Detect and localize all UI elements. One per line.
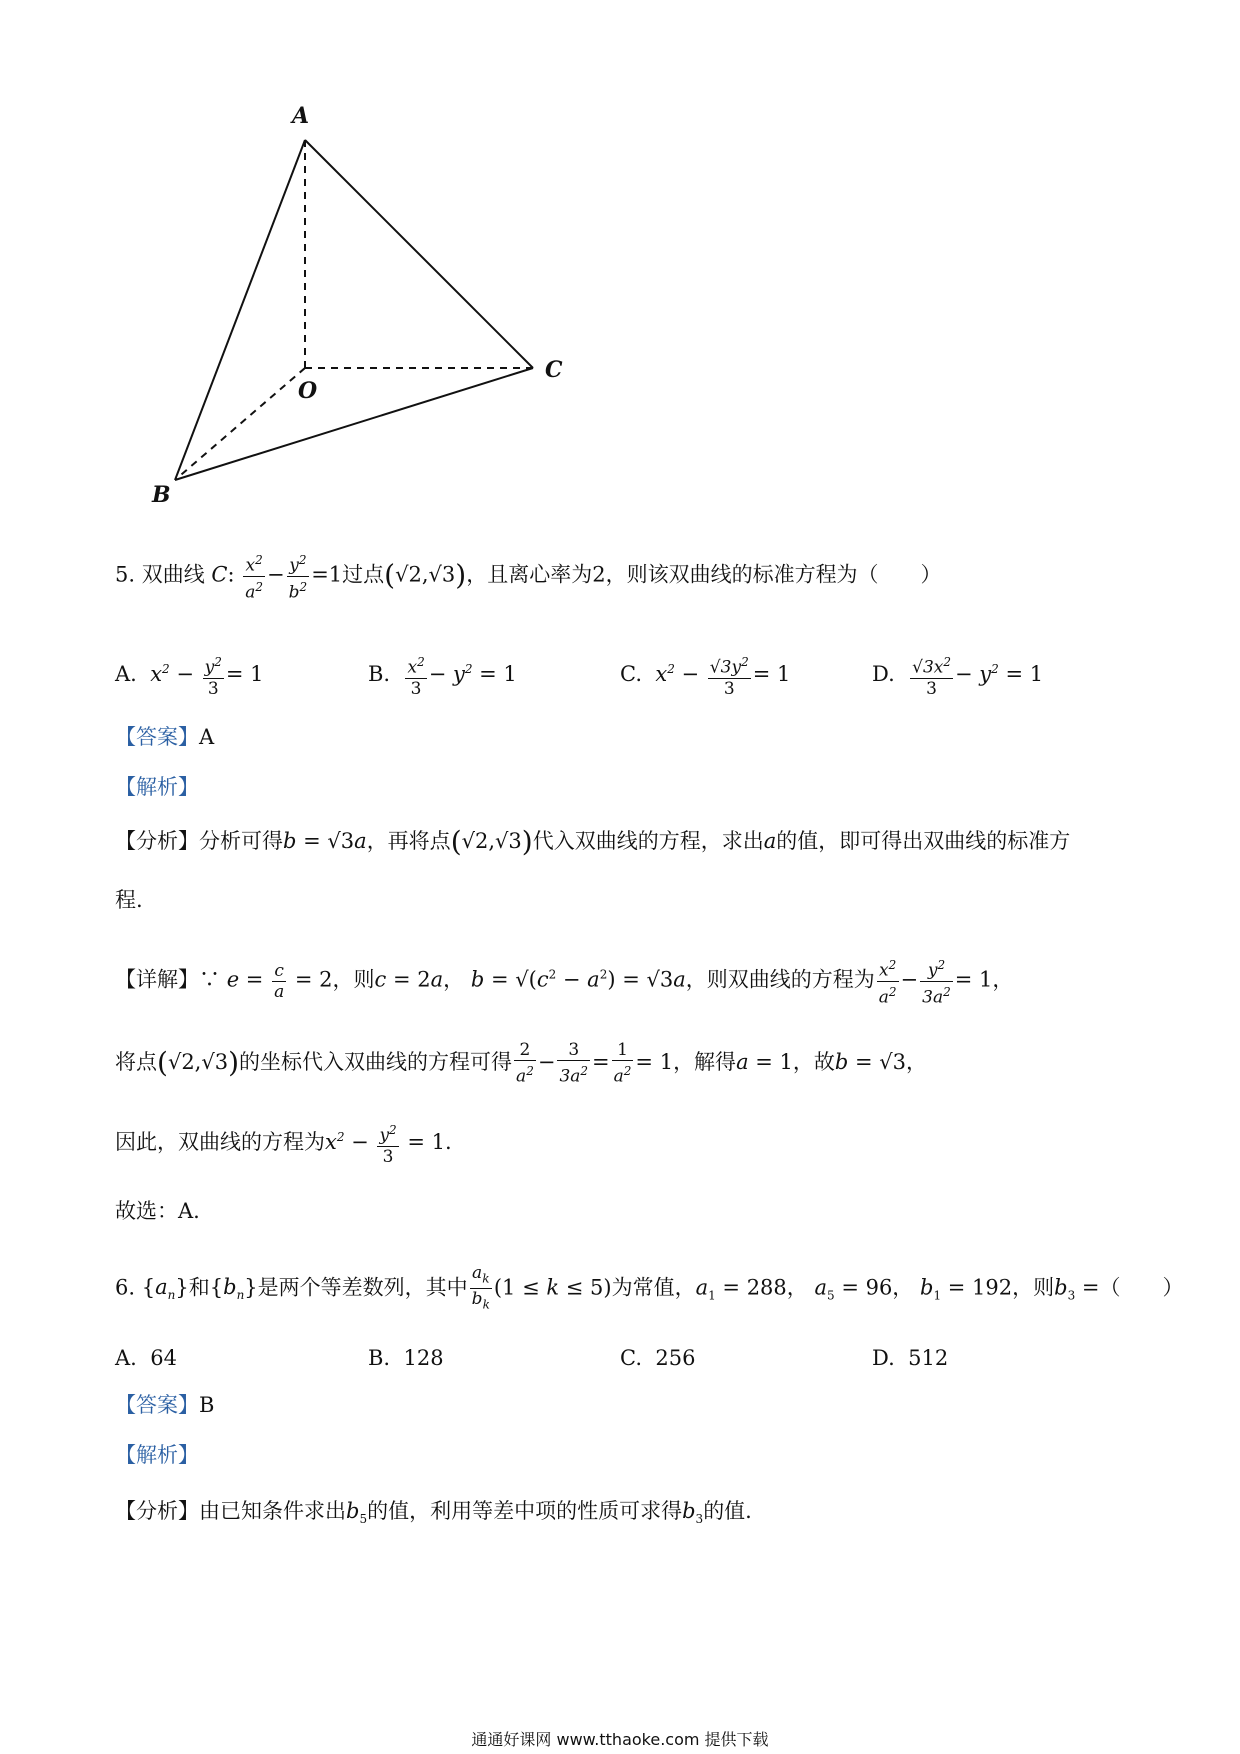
q5-option-c: C. $x^2$ − $\frac{√3y^2}{3}$ = 1 xyxy=(620,652,790,699)
q5-option-d: D. $\frac{√3x^2}{3}$ − $y^2 = 1$ xyxy=(872,652,1043,699)
q6-option-b: B. 128 xyxy=(368,1346,444,1370)
q6-analysis-heading: 【解析】 xyxy=(115,1443,199,1467)
q5-fenxi-line2: 程. xyxy=(115,888,143,912)
q5-analysis-heading: 【解析】 xyxy=(115,775,199,799)
q5-fenxi-line1: 【分析】分析可得b = √3a，再将点(√2,√3)代入双曲线的方程，求出a的值，即可得出双曲线的标准方 xyxy=(115,825,1071,858)
q6-fenxi: 【分析】由已知条件求出$b_5$的值，利用等差中项的性质可求得$b_3$的值. xyxy=(115,1499,752,1527)
vertex-label-A: A xyxy=(292,103,310,129)
page-footer: 通通好课网 www.tthaoke.com 提供下载 xyxy=(471,1730,769,1749)
edge-AB xyxy=(175,140,305,480)
edge-BC xyxy=(175,368,533,480)
q5-detail-line1: 【详解】∵ e = $\frac{c}{a}$ = 2，则c = 2a， $b = √(c^2 - a^2) = √3a$，则双曲线的方程为 $\frac{x^2}{a^2}$ − $\frac{y^2}{3a^2}$ = 1， xyxy=(115,955,1013,1007)
edge-OB xyxy=(175,368,305,480)
q5-number: 5. xyxy=(115,562,136,587)
edge-AC xyxy=(305,140,533,368)
vertex-label-C: C xyxy=(545,357,563,383)
q6-option-d: D. 512 xyxy=(872,1346,949,1370)
vertex-label-B: B xyxy=(152,482,171,508)
q6-stem: 6. $\{a_n\}$和$\{b_n\}$是两个等差数列，其中 $\frac{a_k}{b_k}$ (1 ≤ k ≤ 5)为常值，$a_1 = 288$， $a_5 = 96$， $b_1 = 192$，则$b_3$ =（ ） xyxy=(115,1263,1184,1312)
q5-option-a: A. $x^2$ − $\frac{y^2}{3}$ = 1 xyxy=(115,652,264,699)
q5-conclusion: 故选：A. xyxy=(115,1199,200,1223)
q5-option-b: B. $\frac{x^2}{3}$ − $y^2 = 1$ xyxy=(368,652,517,699)
vertex-label-O: O xyxy=(298,378,318,404)
q5-stem: 5. 双曲线 C: $\frac{x^2}{a^2}$ − $\frac{y^2}{b^2}$ =1过点(√2,√3)，且离心率为2，则该双曲线的标准方程为（ ） xyxy=(115,550,942,602)
q5-detail-line2: 将点(√2,√3)的坐标代入双曲线的方程可得 $\frac{2}{a^2}$ − $\frac{3}{3a^2}$ = $\frac{1}{a^2}$ = 1，解得a = 1，故b = √3， xyxy=(115,1040,928,1087)
q5-detail-line3: 因此，双曲线的方程为$x^2$ − $\frac{y^2}{3}$ = 1. xyxy=(115,1120,452,1167)
q6-number: 6. xyxy=(115,1275,136,1300)
q6-option-c: C. 256 xyxy=(620,1346,696,1370)
q6-answer: 【答案】B xyxy=(115,1393,215,1417)
tetrahedron-figure xyxy=(140,95,580,515)
q5-answer: 【答案】A xyxy=(115,725,215,749)
q6-option-a: A. 64 xyxy=(115,1346,177,1370)
